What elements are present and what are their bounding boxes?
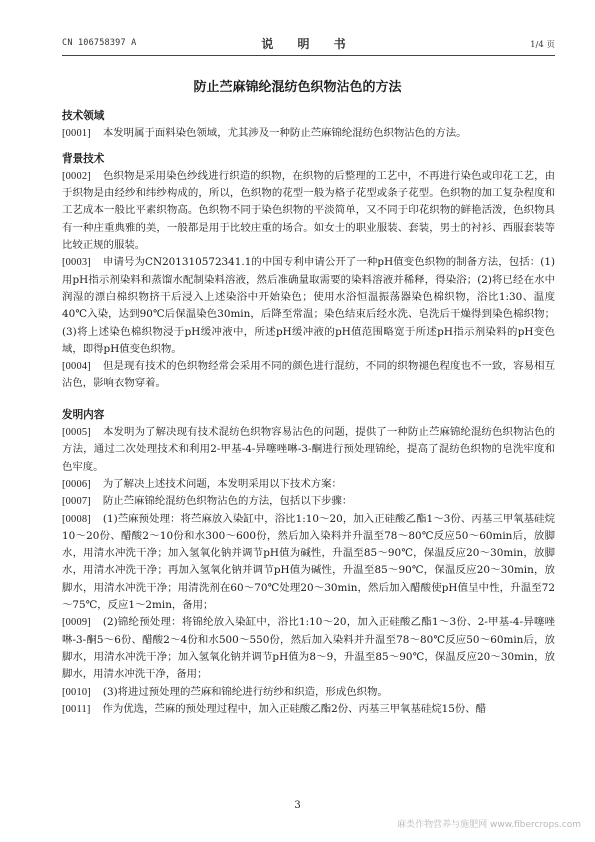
document-title: 防止苎麻锦纶混纺色织物沾色的方法: [193, 80, 402, 95]
page-header: [62, 36, 555, 52]
paragraph: [62, 358, 555, 393]
paragraph: [62, 493, 555, 510]
paragraph: [62, 424, 555, 476]
paragraph-number: [0009]: [62, 617, 91, 629]
paragraph-text: 本发明属于面料染色领域，尤其涉及一种防止苎麻锦纶混纺色织物沾色的方法。: [102, 127, 467, 140]
paragraph-number: [0008]: [62, 513, 91, 525]
document-type: 说 明 书: [261, 37, 356, 51]
paragraph-number: [0011]: [62, 703, 91, 715]
paragraph: [62, 168, 555, 254]
paragraph: [62, 614, 555, 683]
site-watermark: 麻类作物营养与施肥网 www.fibercrops.com: [397, 820, 581, 830]
header-divider: [62, 55, 555, 56]
paragraph-number: [0003]: [62, 257, 91, 269]
paragraph-number: [0002]: [62, 170, 91, 182]
paragraph-number: [0001]: [62, 128, 91, 140]
paragraph-text: (1)苎麻预处理：将苎麻放入染缸中，浴比1:10～20，加入正硅酸乙酯1～3份、丙基三甲氧基硅烷10～20份、醋酸2～10份和水300～600份，然后加入染料并升温至78～80℃反应50～60min后，放脚水，用清水冲洗干净；加入氢氧化钠并调节pH值为碱性，升温至85～90℃，保温反应20～30min，放脚水，用清水冲洗干净；再加入氢氧化钠并调节pH值为碱性，升温至85～90℃，保温反应20～30min，放脚水，用清水冲洗干净；用清洗剂在60～70℃处理20～30min，然后加入醋酸使pH值呈中性，升温至72～75℃，反应1～2min，备用；: [62, 512, 555, 612]
document-body: [62, 108, 555, 718]
paragraph-number: [0004]: [62, 361, 91, 373]
paragraph-text: 作为优选，苎麻的预处理过程中，加入正硅酸乙酯2份、丙基三甲氧基硅烷15份、醋: [102, 702, 487, 715]
paragraph-text: 为了解决上述技术问题，本发明采用以下技术方案：: [102, 477, 342, 490]
paragraph-text: 本发明为了解决现有技术混纺色织物容易沾色的问题，提供了一种防止苎麻锦纶混纺色织物沾色的方法，通过二次处理技术和利用2-甲基-4-异噻唑啉-3-酮进行预处理锦纶，提高了混纺色织物的皂洗牢度和色牢度。: [62, 426, 555, 473]
section-heading-background: 背景技术: [62, 152, 105, 165]
section-heading-invention: 发明内容: [62, 408, 105, 421]
paragraph-number: [0006]: [62, 478, 91, 490]
page-count: 1/4 页: [530, 40, 555, 50]
paragraph-number: [0005]: [62, 427, 91, 439]
paragraph-text: (3)将进过预处理的苎麻和锦纶进行纺纱和织造，形成色织物。: [102, 685, 388, 698]
paragraph: [62, 254, 555, 358]
paragraph-text: 但是现有技术的色织物经常会采用不同的颜色进行混纺，不同的织物褪色程度也不一致，容易相互沾色，影响衣物穿着。: [62, 360, 555, 390]
paragraph-text: (2)锦纶预处理：将锦纶放入染缸中，浴比1:10～20，加入正硅酸乙酯1～3份、2-甲基-4-异噻唑啉-3-酮5～6份、醋酸2～4份和水500～550份，然后加入染料并升温至78～80℃反应50～60min后，放脚水，用清水冲洗干净；加入氢氧化钠并调节pH值为8～9，升温至85～90℃，保温反应20～30min，放脚水，用清水冲洗干净，备用；: [62, 616, 555, 681]
paragraph-number: [0010]: [62, 686, 91, 698]
paragraph: [62, 476, 555, 493]
paragraph: [62, 701, 555, 718]
paragraph: [62, 684, 555, 701]
paragraph-text: 防止苎麻锦纶混纺色织物沾色的方法，包括以下步骤：: [102, 495, 353, 508]
paragraph-number: [0007]: [62, 496, 91, 508]
paragraph-text: 色织物是采用染色纱线进行织造的织物，在织物的后整理的工艺中，不再进行染色或印花工艺，由于织物是由经纱和纬纱构成的，所以，色织物的花型一般为格子花型或条子花型。色织物的加工复杂程度和工艺成本一般比平素织物高。色织物不同于染色织物的平淡简单，又不同于印花织物的鲜艳活泼，色织物具有一种庄重典雅的美，一般都是用于比较庄重的场合。如女士的职业服装、套装，男士的衬衫、西服套装等比较正规的服装。: [62, 169, 555, 252]
section-heading-field: 技术领域: [62, 110, 105, 122]
paragraph: [62, 125, 555, 142]
paragraph-text: 申请号为CN201310572341.1的中国专利申请公开了一种pH值变色织物的制备方法，包括：(1)用pH指示剂染料和蒸馏水配制染料溶液，然后准确量取需要的染料溶液并稀释，得染浴；(2)将已经在水中润湿的漂白棉织物挤干后浸入上述染浴中开始染色；使用水浴恒温振荡器染色棉织物，浴比1:30、温度40℃入染，达到90℃后保温染色30min，后降至常温；染色结束后经水洗、皂洗后干燥得到染色棉织物；(3)将上述染色棉织物浸于pH缓冲液中，所述pH缓冲液的pH值范围略宽于所述pH指示剂染料的pH变色域，即得pH值变色织物。: [62, 256, 555, 355]
page-number: 3: [294, 800, 301, 811]
paragraph: [62, 511, 555, 615]
patent-number: CN 106758397 A: [62, 38, 137, 48]
